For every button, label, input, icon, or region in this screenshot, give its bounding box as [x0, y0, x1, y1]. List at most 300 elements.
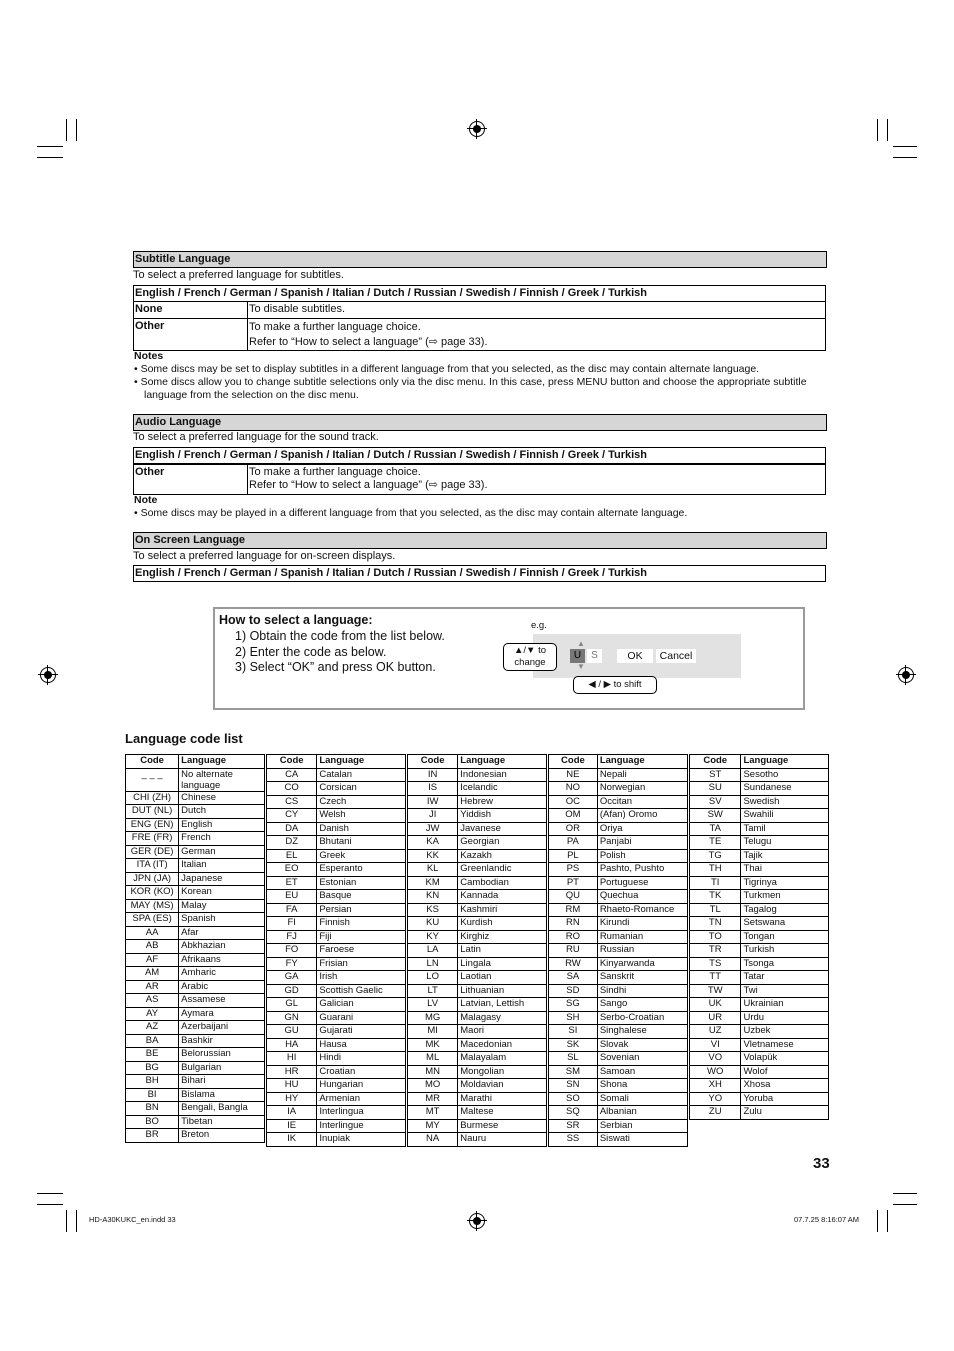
audio-languages: English / French / German / Spanish / Italian / Dutch / Russian / Swedish / Finnish / Greek / Turkish: [133, 447, 826, 464]
language-cell: Latvian, Lettish: [458, 998, 547, 1012]
table-row: [408, 1106, 547, 1120]
code-table: [548, 754, 688, 1147]
registration-mark-icon: [898, 667, 914, 683]
language-cell: Macedonian: [458, 1038, 547, 1052]
footer-timestamp: 07.7.25 8:16:07 AM: [794, 1215, 860, 1224]
col-language-header: Language: [317, 755, 406, 769]
crop-mark: [893, 1193, 917, 1194]
table-row: [126, 1088, 265, 1102]
code-cell: AF: [126, 953, 179, 967]
table-row: [690, 768, 829, 782]
language-cell: Frisian: [317, 957, 406, 971]
code-cell: UR: [690, 1011, 741, 1025]
code-cell: CS: [267, 795, 317, 809]
code-cell: OR: [549, 822, 598, 836]
table-row: [408, 863, 547, 877]
table-row: [408, 822, 547, 836]
code-cell: AB: [126, 940, 179, 954]
language-cell: Dutch: [179, 805, 265, 819]
language-cell: Hungarian: [317, 1079, 406, 1093]
code-cell: SN: [549, 1079, 598, 1093]
language-cell: Swahili: [741, 809, 829, 823]
code-cell: BG: [126, 1061, 179, 1075]
table-row: [267, 782, 406, 796]
language-cell: Tibetan: [179, 1115, 265, 1129]
code-cell: MG: [408, 1011, 458, 1025]
language-cell: Tigrinya: [741, 876, 829, 890]
table-row: [690, 782, 829, 796]
language-cell: Vletnamese: [741, 1038, 829, 1052]
language-cell: Samoan: [597, 1065, 687, 1079]
language-cell: Polish: [597, 849, 687, 863]
code-cell: SU: [690, 782, 741, 796]
language-cell: Georgian: [458, 836, 547, 850]
code-cell: PS: [549, 863, 598, 877]
table-row: [126, 845, 265, 859]
table-row: [267, 890, 406, 904]
table-row: [126, 1061, 265, 1075]
code-cell: BO: [126, 1115, 179, 1129]
table-row: [549, 849, 688, 863]
table-row: [408, 1011, 547, 1025]
code-cell: HI: [267, 1052, 317, 1066]
subtitle-desc: To select a preferred language for subtitles.: [133, 269, 344, 281]
cancel-button[interactable]: Cancel: [656, 649, 696, 663]
code-cell: KK: [408, 849, 458, 863]
language-cell: Sundanese: [741, 782, 829, 796]
code-cell: SL: [549, 1052, 598, 1066]
language-cell: Somali: [597, 1092, 687, 1106]
col-language-header: Language: [179, 755, 265, 769]
col-language-header: Language: [597, 755, 687, 769]
table-row: [690, 984, 829, 998]
table-row: [549, 795, 688, 809]
none-key: None: [135, 303, 163, 315]
language-cell: Lingala: [458, 957, 547, 971]
language-cell: Kirundi: [597, 917, 687, 931]
subtitle-heading: Subtitle Language: [133, 251, 827, 268]
language-cell: Esperanto: [317, 863, 406, 877]
table-row: [690, 903, 829, 917]
code-cell: SPA (ES): [126, 913, 179, 927]
language-cell: Armenian: [317, 1092, 406, 1106]
code-list-title: Language code list: [125, 731, 243, 746]
code-cell: EL: [267, 849, 317, 863]
code-cell: CA: [267, 768, 317, 782]
code-cell: MAY (MS): [126, 899, 179, 913]
table-row: [408, 957, 547, 971]
language-cell: Nepali: [597, 768, 687, 782]
language-cell: Sango: [597, 998, 687, 1012]
code-cell: MT: [408, 1106, 458, 1120]
language-cell: Tajik: [741, 849, 829, 863]
language-cell: Pashto, Pushto: [597, 863, 687, 877]
language-cell: Yoruba: [741, 1092, 829, 1106]
language-cell: Chinese: [179, 791, 265, 805]
table-row: [549, 930, 688, 944]
language-cell: Finnish: [317, 917, 406, 931]
table-row: [126, 926, 265, 940]
language-cell: Mongolian: [458, 1065, 547, 1079]
language-cell: Malay: [179, 899, 265, 913]
code-cell: VO: [690, 1052, 741, 1066]
shift-hint: ◀ / ▶ to shift: [573, 676, 657, 694]
how-title: How to select a language:: [219, 613, 373, 627]
code-cell: EU: [267, 890, 317, 904]
table-row: [408, 1052, 547, 1066]
language-cell: Scottish Gaelic: [317, 984, 406, 998]
crop-mark: [893, 146, 917, 147]
language-cell: Arabic: [179, 980, 265, 994]
language-cell: French: [179, 832, 265, 846]
table-row: [267, 998, 406, 1012]
code-cell: LO: [408, 971, 458, 985]
table-row: [690, 822, 829, 836]
code-cell: IK: [267, 1133, 317, 1147]
code-cell: SI: [549, 1025, 598, 1039]
language-cell: Gujarati: [317, 1025, 406, 1039]
code-cell: SQ: [549, 1106, 598, 1120]
table-row: [408, 1065, 547, 1079]
table-row: [549, 836, 688, 850]
table-row: [408, 795, 547, 809]
code-cell: RM: [549, 903, 598, 917]
table-row: [549, 1038, 688, 1052]
table-row: [549, 1065, 688, 1079]
language-cell: Shona: [597, 1079, 687, 1093]
code-cell: FO: [267, 944, 317, 958]
table-row: [408, 930, 547, 944]
language-cell: Danish: [317, 822, 406, 836]
table-row: [549, 768, 688, 782]
code-cell: ENG (EN): [126, 818, 179, 832]
table-row: [690, 917, 829, 931]
code-cell: SO: [549, 1092, 598, 1106]
language-cell: Serbo-Croatian: [597, 1011, 687, 1025]
language-cell: Spanish: [179, 913, 265, 927]
table-row: [690, 1065, 829, 1079]
code-cell: ML: [408, 1052, 458, 1066]
language-cell: Setswana: [741, 917, 829, 931]
table-row: [126, 1115, 265, 1129]
code-cell: RW: [549, 957, 598, 971]
language-cell: Turkmen: [741, 890, 829, 904]
code-cell: CO: [267, 782, 317, 796]
code-cell: BH: [126, 1075, 179, 1089]
code-cell: OM: [549, 809, 598, 823]
code-cell: AM: [126, 967, 179, 981]
code-cell: KOR (KO): [126, 886, 179, 900]
table-row: [126, 1048, 265, 1062]
col-code-header: Code: [126, 755, 179, 769]
table-row: [126, 859, 265, 873]
code-table: [407, 754, 547, 1147]
language-cell: Interlingua: [317, 1106, 406, 1120]
code-cell: TG: [690, 849, 741, 863]
table-row: [549, 1133, 688, 1147]
table-row: [267, 1052, 406, 1066]
language-cell: Assamese: [179, 994, 265, 1008]
table-row: [267, 809, 406, 823]
code-cell: XH: [690, 1079, 741, 1093]
table-row: [267, 876, 406, 890]
table-row: [267, 944, 406, 958]
change-hint: [503, 643, 557, 671]
table-row: [267, 836, 406, 850]
language-cell: No alternate language: [179, 768, 265, 791]
table-row: [126, 913, 265, 927]
code-cell: FY: [267, 957, 317, 971]
code-cell: RU: [549, 944, 598, 958]
language-cell: Korean: [179, 886, 265, 900]
language-cell: Interlingue: [317, 1119, 406, 1133]
table-row: [126, 832, 265, 846]
code-cell: OC: [549, 795, 598, 809]
table-row: [549, 1052, 688, 1066]
language-cell: Greek: [317, 849, 406, 863]
code-cell: PT: [549, 876, 598, 890]
other-value-line2: Refer to “How to select a language” (⇨ page 33).: [249, 479, 488, 491]
col-code-header: Code: [690, 755, 741, 769]
language-cell: Malagasy: [458, 1011, 547, 1025]
code-cell: SR: [549, 1119, 598, 1133]
language-cell: Albanian: [597, 1106, 687, 1120]
language-cell: (Afan) Oromo: [597, 809, 687, 823]
language-cell: Uzbek: [741, 1025, 829, 1039]
code-cell: DA: [267, 822, 317, 836]
language-cell: Twi: [741, 984, 829, 998]
code-cell: NA: [408, 1133, 458, 1147]
code-cell: SD: [549, 984, 598, 998]
language-cell: Oriya: [597, 822, 687, 836]
table-row: [126, 899, 265, 913]
language-cell: Swedish: [741, 795, 829, 809]
language-cell: Estonian: [317, 876, 406, 890]
code-cell: KY: [408, 930, 458, 944]
code-cell: FJ: [267, 930, 317, 944]
table-row: [267, 863, 406, 877]
registration-mark-icon: [469, 1213, 485, 1229]
language-cell: Javanese: [458, 822, 547, 836]
footer-file: HD-A30KUKC_en.indd 33: [89, 1215, 176, 1224]
language-cell: Croatian: [317, 1065, 406, 1079]
table-row: [549, 917, 688, 931]
audio-notes: [134, 494, 824, 520]
language-cell: Aymara: [179, 1007, 265, 1021]
notes-title: Notes: [134, 350, 164, 362]
code-cell: KS: [408, 903, 458, 917]
code-cell: MK: [408, 1038, 458, 1052]
code-cell: HY: [267, 1092, 317, 1106]
language-cell: Kirghiz: [458, 930, 547, 944]
language-cell: Russian: [597, 944, 687, 958]
table-row: [549, 998, 688, 1012]
code-cell: DZ: [267, 836, 317, 850]
language-cell: Abkhazian: [179, 940, 265, 954]
language-cell: Welsh: [317, 809, 406, 823]
table-row: [549, 984, 688, 998]
code-cell: TI: [690, 876, 741, 890]
code-cell: KN: [408, 890, 458, 904]
language-cell: Turkish: [741, 944, 829, 958]
table-row: [408, 876, 547, 890]
language-cell: Cambodian: [458, 876, 547, 890]
language-cell: Guarani: [317, 1011, 406, 1025]
table-row: [126, 980, 265, 994]
code-cell: BE: [126, 1048, 179, 1062]
language-cell: Afar: [179, 926, 265, 940]
language-cell: English: [179, 818, 265, 832]
language-cell: Zulu: [741, 1106, 829, 1120]
code-cell: GA: [267, 971, 317, 985]
ok-button[interactable]: OK: [617, 649, 653, 663]
table-row: [126, 953, 265, 967]
code-cell: BN: [126, 1102, 179, 1116]
code-table: [689, 754, 829, 1120]
eg-label: e.g.: [531, 620, 547, 631]
col-language-header: Language: [458, 755, 547, 769]
table-row: [267, 1011, 406, 1025]
table-row: [267, 1119, 406, 1133]
code-cell: RO: [549, 930, 598, 944]
crop-mark: [37, 1204, 63, 1205]
how-step: 1) Obtain the code from the list below.: [235, 629, 445, 643]
subtitle-languages: English / French / German / Spanish / Italian / Dutch / Russian / Swedish / Finnish / Greek / Turkish: [133, 285, 826, 302]
table-row: [126, 886, 265, 900]
table-row: [267, 795, 406, 809]
table-row: [267, 1079, 406, 1093]
table-row: [690, 836, 829, 850]
code-cell: AZ: [126, 1021, 179, 1035]
language-cell: Siswati: [597, 1133, 687, 1147]
code-cell: MY: [408, 1119, 458, 1133]
none-value: To disable subtitles.: [249, 303, 345, 315]
table-row: [267, 984, 406, 998]
crop-mark: [66, 119, 67, 141]
col-code-header: Code: [549, 755, 598, 769]
code-cell: MO: [408, 1079, 458, 1093]
code-cell: KM: [408, 876, 458, 890]
code-cell: SK: [549, 1038, 598, 1052]
language-cell: Telugu: [741, 836, 829, 850]
code-cell: YO: [690, 1092, 741, 1106]
crop-mark: [893, 1204, 917, 1205]
table-row: [267, 1065, 406, 1079]
table-row: [267, 957, 406, 971]
language-cell: Belorussian: [179, 1048, 265, 1062]
code-cell: AA: [126, 926, 179, 940]
table-row: [267, 1025, 406, 1039]
code-cell: UK: [690, 998, 741, 1012]
code-cell: PA: [549, 836, 598, 850]
language-cell: Azerbaijani: [179, 1021, 265, 1035]
code-cell: IE: [267, 1119, 317, 1133]
language-cell: Icelandic: [458, 782, 547, 796]
change-hint-line2: change: [514, 657, 546, 668]
language-cell: Occitan: [597, 795, 687, 809]
table-row: [126, 791, 265, 805]
language-cell: Malayalam: [458, 1052, 547, 1066]
table-row: [126, 1129, 265, 1143]
table-row: [267, 917, 406, 931]
language-cell: Amharic: [179, 967, 265, 981]
language-cell: Persian: [317, 903, 406, 917]
other-value-line1: To make a further language choice.: [249, 466, 421, 478]
language-cell: Lithuanian: [458, 984, 547, 998]
language-cell: Corsican: [317, 782, 406, 796]
other-value-line1: To make a further language choice.: [249, 321, 421, 333]
table-row: [408, 1079, 547, 1093]
subtitle-none-row: [133, 301, 826, 319]
code-cell: UZ: [690, 1025, 741, 1039]
language-cell: Kashmiri: [458, 903, 547, 917]
table-row: [408, 1038, 547, 1052]
table-row: [126, 1075, 265, 1089]
table-row: [408, 1119, 547, 1133]
code-cell: EO: [267, 863, 317, 877]
code-cell: MN: [408, 1065, 458, 1079]
crop-mark: [37, 146, 63, 147]
language-cell: Burmese: [458, 1119, 547, 1133]
table-row: [408, 998, 547, 1012]
language-cell: Serbian: [597, 1119, 687, 1133]
code-cell: BA: [126, 1034, 179, 1048]
language-cell: Kazakh: [458, 849, 547, 863]
crop-mark: [887, 1210, 888, 1232]
table-row: [690, 809, 829, 823]
language-cell: Quechua: [597, 890, 687, 904]
language-cell: Bulgarian: [179, 1061, 265, 1075]
language-cell: Indonesian: [458, 768, 547, 782]
code-cell: TA: [690, 822, 741, 836]
down-arrow-icon: ▼: [577, 662, 585, 671]
crop-mark: [893, 157, 917, 158]
table-row: [126, 805, 265, 819]
language-cell: Urdu: [741, 1011, 829, 1025]
code-cell: GN: [267, 1011, 317, 1025]
language-cell: Czech: [317, 795, 406, 809]
table-row: [126, 1034, 265, 1048]
other-value-line2: Refer to “How to select a language” (⇨ page 33).: [249, 336, 488, 348]
language-cell: Volapük: [741, 1052, 829, 1066]
table-row: [549, 863, 688, 877]
table-row: [690, 930, 829, 944]
crop-mark: [37, 1193, 63, 1194]
language-cell: Hindi: [317, 1052, 406, 1066]
table-row: [690, 1038, 829, 1052]
code-cell: LV: [408, 998, 458, 1012]
table-row: [408, 1133, 547, 1147]
code-cell: MR: [408, 1092, 458, 1106]
table-row: [408, 984, 547, 998]
table-row: [549, 1011, 688, 1025]
table-row: [690, 849, 829, 863]
table-row: [549, 971, 688, 985]
table-row: [126, 768, 265, 791]
code-cell: VI: [690, 1038, 741, 1052]
col-code-header: Code: [267, 755, 317, 769]
language-cell: Tsonga: [741, 957, 829, 971]
language-cell: Japanese: [179, 872, 265, 886]
language-cell: Bashkir: [179, 1034, 265, 1048]
table-row: [690, 1011, 829, 1025]
language-cell: Kinyarwanda: [597, 957, 687, 971]
language-cell: Rumanian: [597, 930, 687, 944]
table-row: [408, 809, 547, 823]
table-row: [408, 782, 547, 796]
audio-heading: Audio Language: [133, 414, 827, 431]
code-cell: TS: [690, 957, 741, 971]
